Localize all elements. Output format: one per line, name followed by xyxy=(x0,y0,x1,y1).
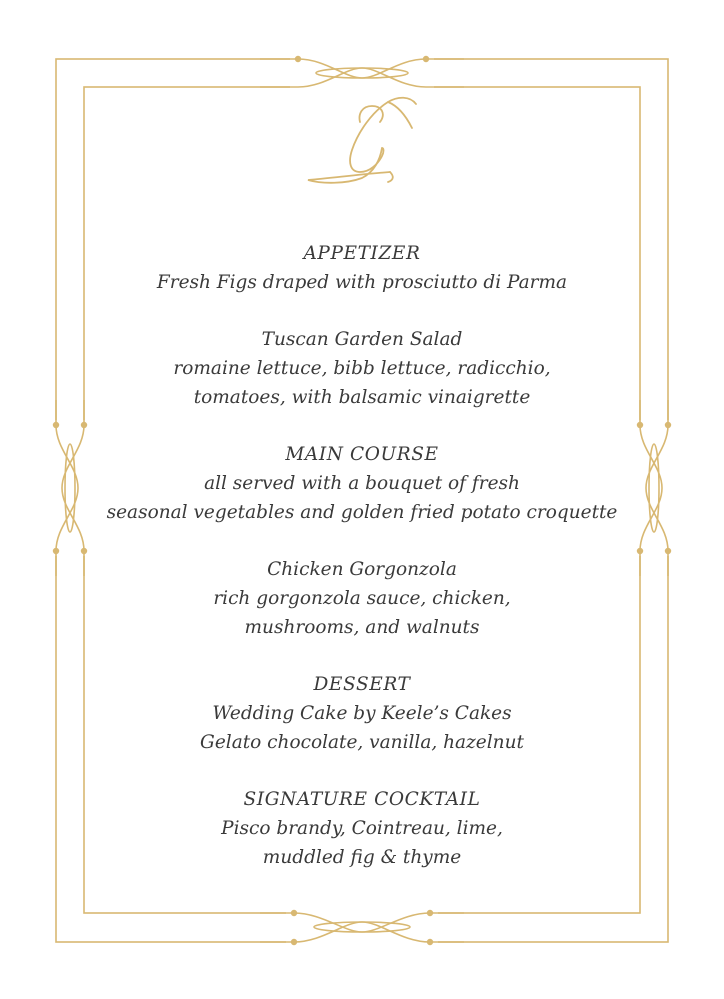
entree-description-line: rich gorgonzola sauce, chicken, xyxy=(213,588,511,609)
menu-content xyxy=(84,239,640,872)
dessert-line: Wedding Cake by Keele’s Cakes xyxy=(212,703,512,724)
main-course-line: all served with a bouquet of fresh xyxy=(204,473,520,494)
appetizer-line: Fresh Figs draped with prosciutto di Parma xyxy=(156,272,568,293)
salad-section xyxy=(84,325,640,412)
script-g-monogram-icon xyxy=(302,92,426,192)
right-ornament-icon xyxy=(634,400,674,576)
appetizer-heading: APPETIZER xyxy=(303,243,421,264)
salad-title: Tuscan Garden Salad xyxy=(261,329,463,350)
dessert-section xyxy=(84,670,640,757)
entree-title: Chicken Gorgonzola xyxy=(267,559,457,580)
cocktail-heading: SIGNATURE COCKTAIL xyxy=(243,789,481,810)
cocktail-line: muddled fig & thyme xyxy=(262,847,462,868)
entree-description-line: mushrooms, and walnuts xyxy=(244,617,480,638)
top-ornament-icon xyxy=(260,55,464,91)
salad-description-line: tomatoes, with balsamic vinaigrette xyxy=(193,387,531,408)
appetizer-section xyxy=(84,239,640,297)
dessert-line: Gelato chocolate, vanilla, hazelnut xyxy=(200,732,524,753)
salad-description-line: romaine lettuce, bibb lettuce, radicchio, xyxy=(173,358,551,379)
main-course-heading: MAIN COURSE xyxy=(285,444,439,465)
dessert-heading: DESSERT xyxy=(313,674,411,695)
cocktail-section xyxy=(84,785,640,872)
cocktail-line: Pisco brandy, Cointreau, lime, xyxy=(221,818,503,839)
entree-section xyxy=(84,555,640,642)
main-course-section xyxy=(84,440,640,527)
bottom-ornament-icon xyxy=(260,909,464,946)
main-course-line: seasonal vegetables and golden fried potato croquette xyxy=(106,502,618,523)
